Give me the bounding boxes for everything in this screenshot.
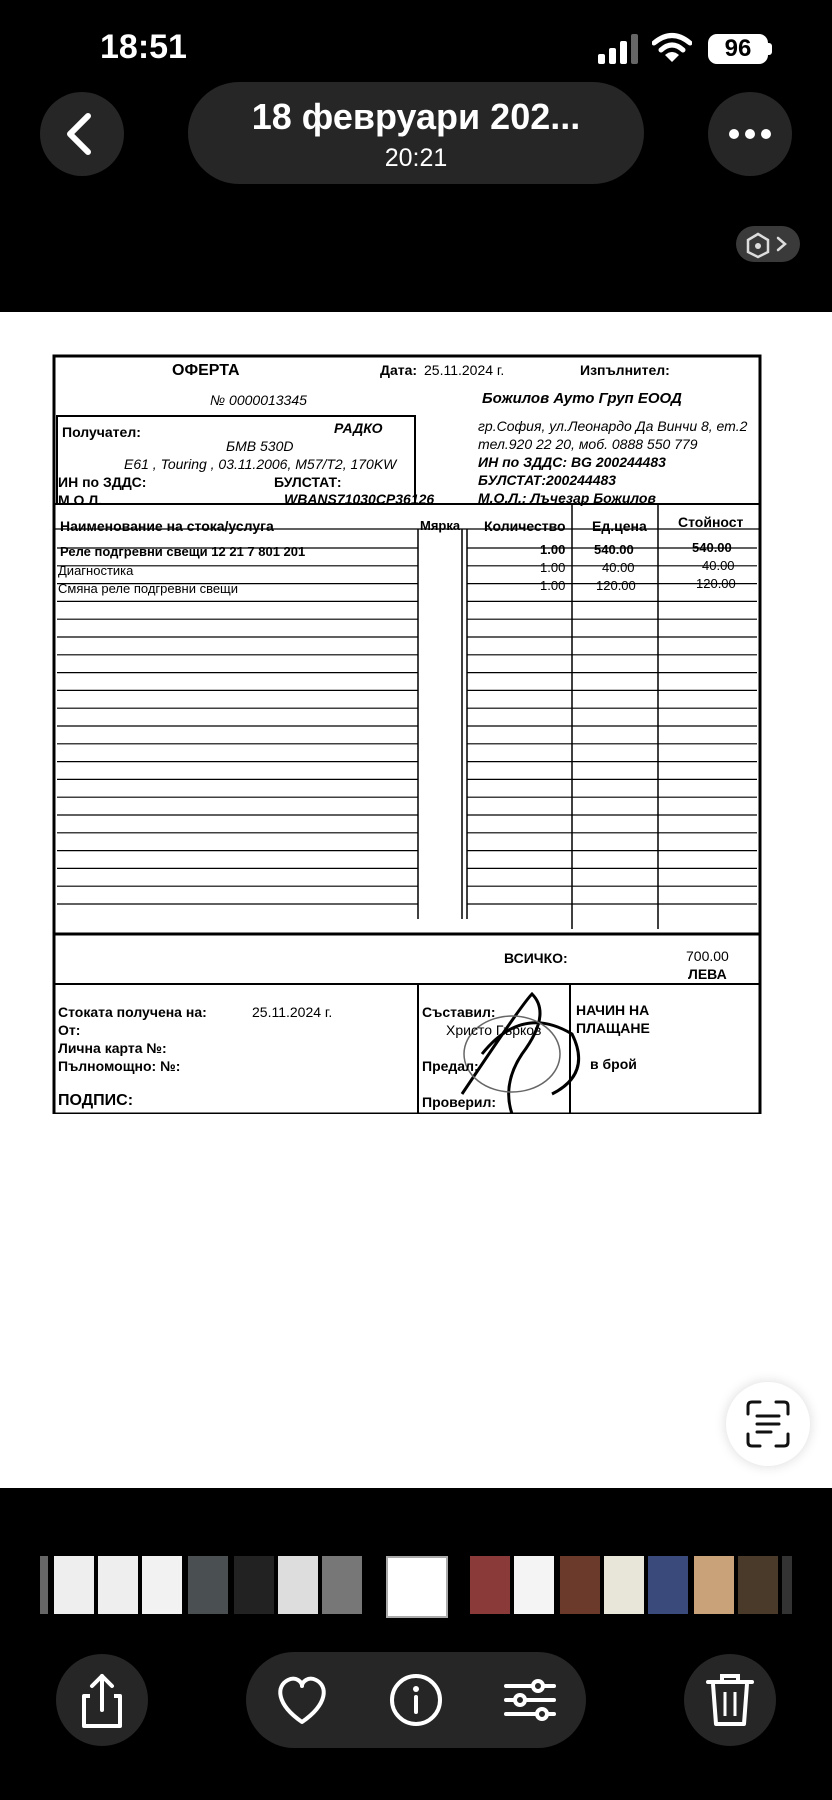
col-total: Стойност bbox=[678, 514, 744, 530]
thumbnail[interactable] bbox=[694, 1556, 734, 1614]
recipient-vat-label: ИН по ЗДДС: bbox=[58, 474, 147, 490]
handed-label: Предал: bbox=[422, 1058, 479, 1074]
total-label: ВСИЧКО: bbox=[504, 950, 568, 966]
row-2-total: 40.00 bbox=[702, 558, 735, 573]
live-text-button[interactable] bbox=[726, 1382, 810, 1466]
row-2-price: 40.00 bbox=[602, 560, 635, 575]
thumbnail[interactable] bbox=[470, 1556, 510, 1614]
row-3-total: 120.00 bbox=[696, 576, 736, 591]
contractor-label: Изпълнител: bbox=[580, 362, 670, 378]
title-pill[interactable] bbox=[188, 82, 644, 184]
signal-icon bbox=[598, 34, 642, 64]
doc-heading: ОФЕРТА bbox=[172, 362, 240, 379]
checked-label: Проверил: bbox=[422, 1094, 497, 1110]
contractor-mol: М.О.Л.: Лъчезар Божилов bbox=[478, 490, 656, 506]
thumbnail[interactable] bbox=[560, 1556, 600, 1614]
recipient-details: E61 , Touring , 03.11.2006, M57/T2, 170KW bbox=[124, 456, 397, 472]
thumbnail[interactable] bbox=[514, 1556, 554, 1614]
share-icon bbox=[56, 1654, 148, 1746]
thumbnail[interactable] bbox=[142, 1556, 182, 1614]
document-scan bbox=[52, 354, 762, 1114]
chevron-left-icon bbox=[40, 92, 124, 176]
signature-label: ПОДПИС: bbox=[58, 1092, 134, 1109]
info-icon[interactable] bbox=[370, 1652, 462, 1748]
battery-indicator: 96 bbox=[708, 34, 768, 64]
wifi-icon bbox=[652, 32, 692, 64]
thumbnail[interactable] bbox=[322, 1556, 362, 1614]
sliders-icon[interactable] bbox=[484, 1652, 576, 1748]
photo-date-title: 18 февруари 202... bbox=[251, 96, 581, 137]
photo-time-subtitle: 20:21 bbox=[384, 144, 448, 172]
composed-name: Христо Гърков bbox=[446, 1022, 542, 1038]
payment-method: в брой bbox=[590, 1056, 637, 1072]
row-3-qty: 1.00 bbox=[540, 578, 566, 593]
thumbnail[interactable] bbox=[54, 1556, 94, 1614]
id-label: Лична карта №: bbox=[58, 1040, 167, 1056]
recipient-bulstat-label: БУЛСТАТ: bbox=[274, 474, 342, 490]
contractor-phone: тел.920 22 20, моб. 0888 550 779 bbox=[478, 436, 698, 452]
thumbnail[interactable] bbox=[98, 1556, 138, 1614]
from-label: От: bbox=[58, 1022, 81, 1038]
live-photo-badge[interactable] bbox=[736, 226, 800, 262]
recipient-mol-label: М.О.Л. bbox=[58, 492, 103, 508]
recipient-vin: WBANS71030CP36126 bbox=[284, 491, 435, 507]
recipient-label: Получател: bbox=[62, 424, 141, 440]
total-value: 700.00 bbox=[686, 948, 729, 964]
proxy-label: Пълномощно: №: bbox=[58, 1058, 181, 1074]
composed-label: Съставил: bbox=[422, 1004, 496, 1020]
live-text-icon bbox=[726, 1382, 810, 1466]
col-unit: Мярка bbox=[420, 518, 461, 533]
status-time: 18:51 bbox=[100, 28, 187, 66]
contractor-name: Божилов Ауто Груп ЕООД bbox=[482, 390, 682, 407]
row-1-name: Реле подгревни свещи 12 21 7 801 201 bbox=[60, 544, 306, 559]
col-price: Ед.цена bbox=[592, 518, 647, 534]
live-photo-icon bbox=[736, 226, 800, 262]
row-1-total: 540.00 bbox=[692, 540, 732, 555]
payment-label-1: НАЧИН НА bbox=[576, 1002, 650, 1018]
thumbnail[interactable] bbox=[738, 1556, 778, 1614]
trash-icon bbox=[684, 1654, 776, 1746]
thumbnail[interactable] bbox=[648, 1556, 688, 1614]
more-button[interactable] bbox=[708, 92, 792, 176]
received-date: 25.11.2024 г. bbox=[252, 1004, 333, 1020]
contractor-bulstat: БУЛСТАТ:200244483 bbox=[478, 472, 617, 488]
thumbnail[interactable] bbox=[604, 1556, 644, 1614]
share-button[interactable] bbox=[56, 1654, 148, 1746]
payment-label-2: ПЛАЩАНЕ bbox=[576, 1020, 650, 1036]
contractor-address: гр.София, ул.Леонардо Да Винчи 8, ет.2 bbox=[478, 418, 748, 434]
col-qty: Количество bbox=[484, 518, 566, 534]
received-label: Стоката получена на: bbox=[58, 1004, 207, 1020]
row-2-qty: 1.00 bbox=[540, 560, 566, 575]
row-1-qty: 1.00 bbox=[540, 542, 566, 557]
thumbnail-current[interactable] bbox=[386, 1556, 448, 1618]
thumbnail[interactable] bbox=[782, 1556, 792, 1614]
date-label: Дата: bbox=[380, 362, 418, 378]
back-button[interactable] bbox=[40, 92, 124, 176]
recipient-car: БМВ 530D bbox=[226, 438, 294, 454]
thumbnail[interactable] bbox=[188, 1556, 228, 1614]
heart-icon[interactable] bbox=[256, 1652, 348, 1748]
thumbnail[interactable] bbox=[234, 1556, 274, 1614]
doc-number: № 0000013345 bbox=[210, 392, 307, 408]
col-name: Наименование на стока/услуга bbox=[60, 518, 274, 534]
thumbnail[interactable] bbox=[278, 1556, 318, 1614]
delete-button[interactable] bbox=[684, 1654, 776, 1746]
row-1-price: 540.00 bbox=[594, 542, 634, 557]
action-bar bbox=[246, 1652, 586, 1748]
row-3-name: Смяна реле подгревни свещи bbox=[58, 581, 239, 596]
thumbnail[interactable] bbox=[40, 1556, 48, 1614]
recipient-name: РАДКО bbox=[334, 420, 383, 436]
ellipsis-icon bbox=[708, 92, 792, 176]
row-2-name: Диагностика bbox=[58, 563, 134, 578]
contractor-vat: ИН по ЗДДС: BG 200244483 bbox=[478, 454, 666, 470]
battery-tip bbox=[768, 43, 772, 55]
row-3-price: 120.00 bbox=[596, 578, 636, 593]
currency: ЛЕВА bbox=[688, 966, 727, 982]
doc-date: 25.11.2024 г. bbox=[424, 362, 505, 378]
